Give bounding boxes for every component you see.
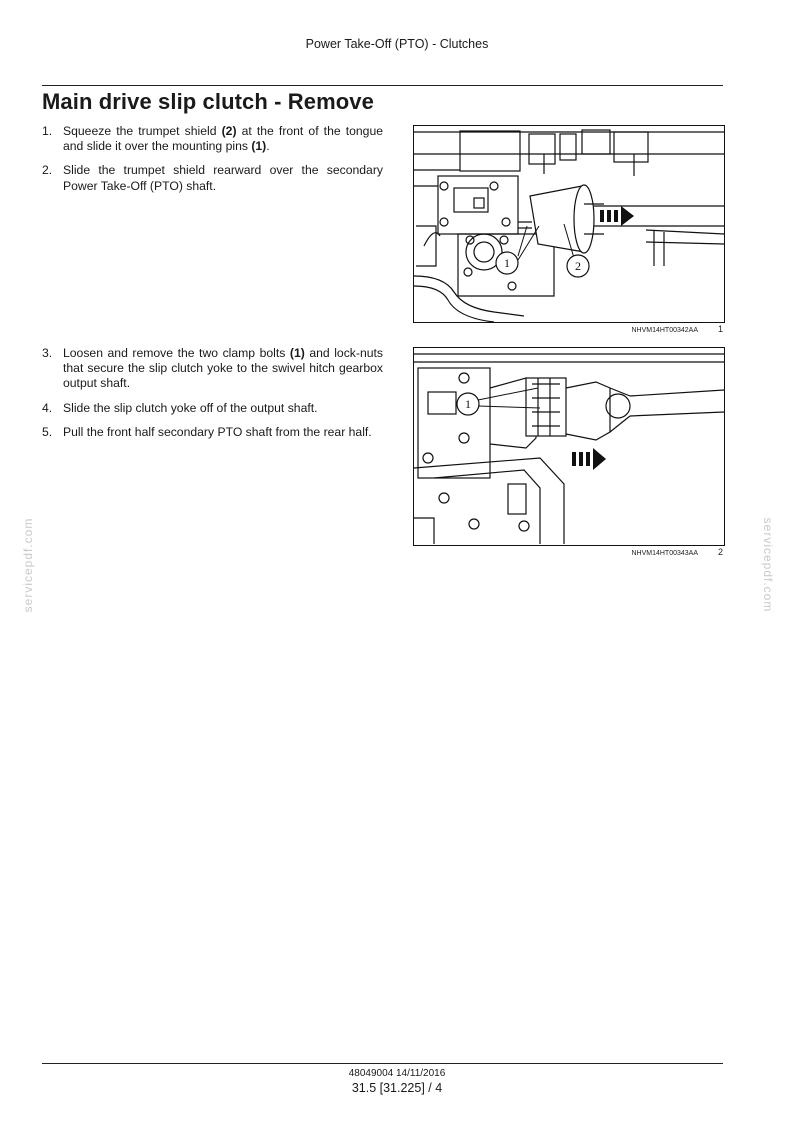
figure-1-drawing — [414, 126, 724, 322]
step-item — [42, 425, 383, 440]
step-text: and lock-nuts that secure the slip clutch yoke to the swivel hitch gearbox output shaft. — [63, 346, 383, 391]
figure-2-illustration — [413, 347, 725, 546]
step-list-1 — [42, 124, 383, 203]
step-text: Squeeze the trumpet shield — [63, 124, 222, 138]
figure-2-callout-1: 1 — [465, 397, 471, 411]
step-text: . — [266, 139, 270, 154]
figure-2-ref: NHVM14HT00343AA — [631, 550, 698, 557]
step-list-2 — [42, 346, 383, 449]
callout-reference: (1) — [289, 346, 305, 360]
step-item — [42, 346, 383, 392]
footer-document-id: 48049004 14/11/2016 — [348, 1068, 446, 1079]
step-text: at the front of the tongue and slide it over the mounting pins — [63, 124, 383, 154]
step-number: 5. — [42, 424, 53, 439]
step-text: Slide the slip clutch yoke off of the output shaft. — [63, 400, 318, 415]
step-number: 1. — [42, 124, 53, 138]
step-text: Loosen and remove the two clamp bolts — [63, 346, 290, 360]
top-rule — [42, 85, 723, 86]
footer-page-number: 31.5 [31.225] / 4 — [351, 1081, 443, 1095]
figure-1-illustration — [413, 125, 725, 323]
figure-1-ref: NHVM14HT00342AA — [631, 327, 698, 334]
page-title: Main drive slip clutch - Remove — [42, 89, 374, 114]
running-header: Power Take-Off (PTO) - Clutches — [305, 37, 489, 51]
figure-2-drawing — [414, 348, 724, 545]
figure-2-number: 2 — [717, 547, 723, 557]
step-number: 3. — [42, 346, 53, 360]
step-item — [42, 401, 383, 416]
callout-reference: (2) — [221, 124, 237, 138]
callout-reference: (1) — [251, 139, 267, 154]
step-text: Pull the front half secondary PTO shaft from the rear half. — [63, 424, 372, 439]
step-item — [42, 163, 383, 193]
step-number: 2. — [42, 163, 53, 178]
figure-1-callout-2: 2 — [575, 259, 581, 273]
bottom-rule — [42, 1063, 723, 1064]
step-number: 4. — [42, 400, 53, 415]
watermark-left: servicepdf.com — [21, 517, 35, 613]
step-item — [42, 124, 383, 154]
figure-1-callout-1: 1 — [504, 256, 510, 270]
watermark-right: servicepdf.com — [761, 517, 775, 613]
step-text: Slide the trumpet shield rearward over the secondary Power Take-Off (PTO) shaft. — [63, 163, 383, 193]
figure-1-number: 1 — [717, 324, 723, 334]
